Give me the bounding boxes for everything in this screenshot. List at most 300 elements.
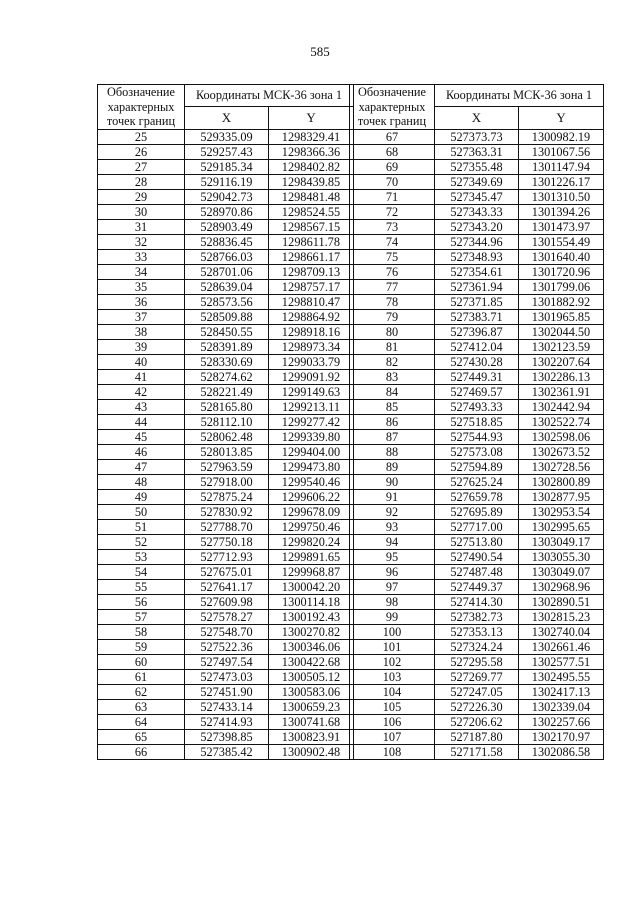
table-row: [350, 249, 604, 264]
table-row: [350, 639, 604, 654]
header-point-label: Обозначение характерных точек границ: [350, 85, 435, 130]
y-coordinate-cell: 1298402.82: [269, 159, 354, 174]
point-number-cell: 78: [350, 294, 435, 309]
x-coordinate-cell: 527594.89: [435, 459, 519, 474]
header-coords-title: Координаты МСК-36 зона 1: [185, 85, 354, 107]
y-coordinate-cell: 1298864.92: [269, 309, 354, 324]
y-coordinate-cell: 1301965.85: [519, 309, 604, 324]
y-coordinate-cell: 1302968.96: [519, 579, 604, 594]
point-number-cell: 98: [350, 594, 435, 609]
point-number-cell: 85: [350, 399, 435, 414]
x-coordinate-cell: 527573.08: [435, 444, 519, 459]
point-number-cell: 100: [350, 624, 435, 639]
table-row: [98, 414, 354, 429]
y-coordinate-cell: 1301799.06: [519, 279, 604, 294]
point-number-cell: 103: [350, 669, 435, 684]
y-coordinate-cell: 1299540.46: [269, 474, 354, 489]
point-number-cell: 79: [350, 309, 435, 324]
x-coordinate-cell: 529116.19: [185, 174, 269, 189]
x-coordinate-cell: 527875.24: [185, 489, 269, 504]
table-row: [350, 744, 604, 759]
x-coordinate-cell: 527355.48: [435, 159, 519, 174]
table-row: [350, 609, 604, 624]
table-row: [350, 384, 604, 399]
y-coordinate-cell: 1302728.56: [519, 459, 604, 474]
table-row: [98, 699, 354, 714]
coordinates-table-right: [349, 84, 604, 760]
x-coordinate-cell: 529185.34: [185, 159, 269, 174]
point-number-cell: 105: [350, 699, 435, 714]
point-number-cell: 86: [350, 414, 435, 429]
table-row: [98, 564, 354, 579]
table-row: [350, 189, 604, 204]
y-coordinate-cell: 1301310.50: [519, 189, 604, 204]
y-coordinate-cell: 1301473.97: [519, 219, 604, 234]
y-coordinate-cell: 1300042.20: [269, 579, 354, 594]
x-coordinate-cell: 527396.87: [435, 324, 519, 339]
y-coordinate-cell: 1303055.30: [519, 549, 604, 564]
point-number-cell: 42: [98, 384, 185, 399]
y-coordinate-cell: 1301147.94: [519, 159, 604, 174]
table-row: [98, 594, 354, 609]
y-coordinate-cell: 1299678.09: [269, 504, 354, 519]
x-coordinate-cell: 527398.85: [185, 729, 269, 744]
point-number-cell: 60: [98, 654, 185, 669]
point-number-cell: 91: [350, 489, 435, 504]
point-number-cell: 83: [350, 369, 435, 384]
point-number-cell: 54: [98, 564, 185, 579]
x-coordinate-cell: 527343.20: [435, 219, 519, 234]
x-coordinate-cell: 528112.10: [185, 414, 269, 429]
y-coordinate-cell: 1300583.06: [269, 684, 354, 699]
table-row: [350, 594, 604, 609]
table-row: [98, 669, 354, 684]
table-row: [98, 144, 354, 159]
y-coordinate-cell: 1301067.56: [519, 144, 604, 159]
point-number-cell: 59: [98, 639, 185, 654]
table-row: [98, 309, 354, 324]
table-row: [98, 459, 354, 474]
x-coordinate-cell: 527473.03: [185, 669, 269, 684]
point-number-cell: 33: [98, 249, 185, 264]
table-row: [98, 579, 354, 594]
x-coordinate-cell: 527493.33: [435, 399, 519, 414]
point-number-cell: 75: [350, 249, 435, 264]
point-number-cell: 26: [98, 144, 185, 159]
point-number-cell: 106: [350, 714, 435, 729]
table-row: [98, 369, 354, 384]
table-row: [350, 519, 604, 534]
y-coordinate-cell: 1303049.07: [519, 564, 604, 579]
x-coordinate-cell: 527675.01: [185, 564, 269, 579]
point-number-cell: 84: [350, 384, 435, 399]
x-coordinate-cell: 527490.54: [435, 549, 519, 564]
y-coordinate-cell: 1302495.55: [519, 669, 604, 684]
point-number-cell: 104: [350, 684, 435, 699]
table-row: [98, 549, 354, 564]
y-coordinate-cell: 1300192.43: [269, 609, 354, 624]
table-row: [350, 279, 604, 294]
table-row: [98, 324, 354, 339]
y-coordinate-cell: 1300902.48: [269, 744, 354, 759]
table-row: [350, 264, 604, 279]
y-coordinate-cell: 1299820.24: [269, 534, 354, 549]
table-row: [350, 489, 604, 504]
y-coordinate-cell: 1299339.80: [269, 429, 354, 444]
y-coordinate-cell: 1298439.85: [269, 174, 354, 189]
table-row: [98, 174, 354, 189]
table-row: [98, 219, 354, 234]
table-row: [350, 624, 604, 639]
x-coordinate-cell: 527830.92: [185, 504, 269, 519]
point-number-cell: 63: [98, 699, 185, 714]
point-number-cell: 34: [98, 264, 185, 279]
table-row: [98, 399, 354, 414]
x-coordinate-cell: 528391.89: [185, 339, 269, 354]
y-coordinate-cell: 1302207.64: [519, 354, 604, 369]
y-coordinate-cell: 1301394.26: [519, 204, 604, 219]
x-coordinate-cell: 527497.54: [185, 654, 269, 669]
table-row: [98, 129, 354, 144]
table-row: [350, 429, 604, 444]
table-row: [98, 159, 354, 174]
table-row: [350, 234, 604, 249]
table-row: [98, 489, 354, 504]
table-row: [350, 534, 604, 549]
x-coordinate-cell: 527548.70: [185, 624, 269, 639]
y-coordinate-cell: 1301226.17: [519, 174, 604, 189]
point-number-cell: 94: [350, 534, 435, 549]
y-coordinate-cell: 1298481.48: [269, 189, 354, 204]
header-x: X: [435, 107, 519, 129]
x-coordinate-cell: 527433.14: [185, 699, 269, 714]
point-number-cell: 25: [98, 129, 185, 144]
x-coordinate-cell: 527522.36: [185, 639, 269, 654]
point-number-cell: 102: [350, 654, 435, 669]
point-number-cell: 77: [350, 279, 435, 294]
y-coordinate-cell: 1300982.19: [519, 129, 604, 144]
point-number-cell: 35: [98, 279, 185, 294]
table-body-right: [350, 129, 604, 759]
table-row: [98, 504, 354, 519]
x-coordinate-cell: 527414.30: [435, 594, 519, 609]
x-coordinate-cell: 527206.62: [435, 714, 519, 729]
table-row: [98, 684, 354, 699]
point-number-cell: 69: [350, 159, 435, 174]
y-coordinate-cell: 1299473.80: [269, 459, 354, 474]
point-number-cell: 40: [98, 354, 185, 369]
table-row: [98, 654, 354, 669]
y-coordinate-cell: 1298757.17: [269, 279, 354, 294]
x-coordinate-cell: 527383.71: [435, 309, 519, 324]
point-number-cell: 58: [98, 624, 185, 639]
table-row: [98, 729, 354, 744]
y-coordinate-cell: 1299968.87: [269, 564, 354, 579]
x-coordinate-cell: 528766.03: [185, 249, 269, 264]
point-number-cell: 73: [350, 219, 435, 234]
point-number-cell: 61: [98, 669, 185, 684]
x-coordinate-cell: 527918.00: [185, 474, 269, 489]
point-number-cell: 55: [98, 579, 185, 594]
y-coordinate-cell: 1298973.34: [269, 339, 354, 354]
point-number-cell: 48: [98, 474, 185, 489]
y-coordinate-cell: 1299750.46: [269, 519, 354, 534]
coordinates-table-left: [97, 84, 354, 760]
y-coordinate-cell: 1302740.04: [519, 624, 604, 639]
x-coordinate-cell: 527349.69: [435, 174, 519, 189]
header-y: Y: [269, 107, 354, 129]
point-number-cell: 70: [350, 174, 435, 189]
x-coordinate-cell: 527430.28: [435, 354, 519, 369]
x-coordinate-cell: 527247.05: [435, 684, 519, 699]
y-coordinate-cell: 1299277.42: [269, 414, 354, 429]
point-number-cell: 72: [350, 204, 435, 219]
point-number-cell: 87: [350, 429, 435, 444]
table-row: [98, 294, 354, 309]
point-number-cell: 28: [98, 174, 185, 189]
x-coordinate-cell: 527641.17: [185, 579, 269, 594]
x-coordinate-cell: 527371.85: [435, 294, 519, 309]
table-row: [350, 324, 604, 339]
x-coordinate-cell: 528836.45: [185, 234, 269, 249]
y-coordinate-cell: 1298366.36: [269, 144, 354, 159]
x-coordinate-cell: 527354.61: [435, 264, 519, 279]
y-coordinate-cell: 1302953.54: [519, 504, 604, 519]
y-coordinate-cell: 1299033.79: [269, 354, 354, 369]
y-coordinate-cell: 1302339.04: [519, 699, 604, 714]
table-row: [98, 264, 354, 279]
y-coordinate-cell: 1302577.51: [519, 654, 604, 669]
y-coordinate-cell: 1302522.74: [519, 414, 604, 429]
point-number-cell: 92: [350, 504, 435, 519]
y-coordinate-cell: 1302995.65: [519, 519, 604, 534]
x-coordinate-cell: 528221.49: [185, 384, 269, 399]
point-number-cell: 36: [98, 294, 185, 309]
x-coordinate-cell: 527712.93: [185, 549, 269, 564]
y-coordinate-cell: 1300505.12: [269, 669, 354, 684]
x-coordinate-cell: 527487.48: [435, 564, 519, 579]
table-row: [350, 144, 604, 159]
x-coordinate-cell: 527788.70: [185, 519, 269, 534]
y-coordinate-cell: 1301720.96: [519, 264, 604, 279]
point-number-cell: 66: [98, 744, 185, 759]
y-coordinate-cell: 1302598.06: [519, 429, 604, 444]
table-row: [350, 414, 604, 429]
table-row: [98, 609, 354, 624]
y-coordinate-cell: 1301640.40: [519, 249, 604, 264]
y-coordinate-cell: 1299891.65: [269, 549, 354, 564]
y-coordinate-cell: 1299149.63: [269, 384, 354, 399]
table-row: [350, 564, 604, 579]
x-coordinate-cell: 527226.30: [435, 699, 519, 714]
y-coordinate-cell: 1302417.13: [519, 684, 604, 699]
table-row: [98, 714, 354, 729]
y-coordinate-cell: 1298524.55: [269, 204, 354, 219]
table-row: [350, 579, 604, 594]
table-row: [350, 714, 604, 729]
point-number-cell: 65: [98, 729, 185, 744]
table-row: [98, 624, 354, 639]
y-coordinate-cell: 1302673.52: [519, 444, 604, 459]
y-coordinate-cell: 1299213.11: [269, 399, 354, 414]
y-coordinate-cell: 1302890.51: [519, 594, 604, 609]
point-number-cell: 38: [98, 324, 185, 339]
y-coordinate-cell: 1302044.50: [519, 324, 604, 339]
y-coordinate-cell: 1302442.94: [519, 399, 604, 414]
table-row: [98, 444, 354, 459]
page-number: 585: [310, 44, 330, 59]
x-coordinate-cell: 529335.09: [185, 129, 269, 144]
y-coordinate-cell: 1298567.15: [269, 219, 354, 234]
y-coordinate-cell: 1302286.13: [519, 369, 604, 384]
table-row: [98, 249, 354, 264]
table-row: [98, 384, 354, 399]
table-row: [350, 699, 604, 714]
y-coordinate-cell: 1298810.47: [269, 294, 354, 309]
y-coordinate-cell: 1300659.23: [269, 699, 354, 714]
y-coordinate-cell: 1300823.91: [269, 729, 354, 744]
point-number-cell: 52: [98, 534, 185, 549]
x-coordinate-cell: 527353.13: [435, 624, 519, 639]
y-coordinate-cell: 1299404.00: [269, 444, 354, 459]
table-row: [98, 189, 354, 204]
x-coordinate-cell: 527269.77: [435, 669, 519, 684]
table-row: [350, 654, 604, 669]
table-row: [350, 354, 604, 369]
table-row: [350, 399, 604, 414]
table-row: [98, 339, 354, 354]
point-number-cell: 39: [98, 339, 185, 354]
table-row: [350, 129, 604, 144]
point-number-cell: 43: [98, 399, 185, 414]
x-coordinate-cell: 527295.58: [435, 654, 519, 669]
x-coordinate-cell: 527187.80: [435, 729, 519, 744]
table-row: [350, 474, 604, 489]
y-coordinate-cell: 1299606.22: [269, 489, 354, 504]
point-number-cell: 27: [98, 159, 185, 174]
y-coordinate-cell: 1302086.58: [519, 744, 604, 759]
point-number-cell: 57: [98, 609, 185, 624]
x-coordinate-cell: 527343.33: [435, 204, 519, 219]
x-coordinate-cell: 527171.58: [435, 744, 519, 759]
table-row: [350, 204, 604, 219]
x-coordinate-cell: 527578.27: [185, 609, 269, 624]
point-number-cell: 101: [350, 639, 435, 654]
table-row: [350, 219, 604, 234]
y-coordinate-cell: 1298611.78: [269, 234, 354, 249]
point-number-cell: 37: [98, 309, 185, 324]
y-coordinate-cell: 1302170.97: [519, 729, 604, 744]
y-coordinate-cell: 1301554.49: [519, 234, 604, 249]
point-number-cell: 53: [98, 549, 185, 564]
point-number-cell: 62: [98, 684, 185, 699]
y-coordinate-cell: 1300114.18: [269, 594, 354, 609]
table-row: [98, 354, 354, 369]
x-coordinate-cell: 527414.93: [185, 714, 269, 729]
y-coordinate-cell: 1300741.68: [269, 714, 354, 729]
point-number-cell: 46: [98, 444, 185, 459]
table-row: [98, 204, 354, 219]
x-coordinate-cell: 527625.24: [435, 474, 519, 489]
table-row: [98, 234, 354, 249]
header-y: Y: [519, 107, 604, 129]
y-coordinate-cell: 1302361.91: [519, 384, 604, 399]
table-row: [350, 159, 604, 174]
x-coordinate-cell: 528701.06: [185, 264, 269, 279]
x-coordinate-cell: 527659.78: [435, 489, 519, 504]
x-coordinate-cell: 527348.93: [435, 249, 519, 264]
point-number-cell: 88: [350, 444, 435, 459]
y-coordinate-cell: 1302257.66: [519, 714, 604, 729]
point-number-cell: 89: [350, 459, 435, 474]
point-number-cell: 50: [98, 504, 185, 519]
x-coordinate-cell: 528450.55: [185, 324, 269, 339]
table-row: [350, 504, 604, 519]
point-number-cell: 41: [98, 369, 185, 384]
point-number-cell: 68: [350, 144, 435, 159]
table-row: [98, 519, 354, 534]
table-row: [350, 729, 604, 744]
x-coordinate-cell: 527344.96: [435, 234, 519, 249]
point-number-cell: 71: [350, 189, 435, 204]
table-row: [350, 444, 604, 459]
x-coordinate-cell: 527963.59: [185, 459, 269, 474]
x-coordinate-cell: 529257.43: [185, 144, 269, 159]
table-row: [98, 639, 354, 654]
table-row: [350, 459, 604, 474]
x-coordinate-cell: 528330.69: [185, 354, 269, 369]
point-number-cell: 67: [350, 129, 435, 144]
x-coordinate-cell: 528013.85: [185, 444, 269, 459]
point-number-cell: 96: [350, 564, 435, 579]
header-x: X: [185, 107, 269, 129]
point-number-cell: 45: [98, 429, 185, 444]
x-coordinate-cell: 527695.89: [435, 504, 519, 519]
x-coordinate-cell: 527518.85: [435, 414, 519, 429]
point-number-cell: 108: [350, 744, 435, 759]
header-point-label: Обозначение характерных точек границ: [98, 85, 185, 130]
point-number-cell: 32: [98, 234, 185, 249]
x-coordinate-cell: 528573.56: [185, 294, 269, 309]
point-number-cell: 80: [350, 324, 435, 339]
x-coordinate-cell: 527609.98: [185, 594, 269, 609]
table-row: [350, 174, 604, 189]
x-coordinate-cell: 528639.04: [185, 279, 269, 294]
x-coordinate-cell: 527373.73: [435, 129, 519, 144]
x-coordinate-cell: 527451.90: [185, 684, 269, 699]
point-number-cell: 90: [350, 474, 435, 489]
x-coordinate-cell: 527324.24: [435, 639, 519, 654]
y-coordinate-cell: 1298709.13: [269, 264, 354, 279]
table-row: [350, 669, 604, 684]
point-number-cell: 95: [350, 549, 435, 564]
y-coordinate-cell: 1298329.41: [269, 129, 354, 144]
y-coordinate-cell: 1298918.16: [269, 324, 354, 339]
table-row: [98, 534, 354, 549]
point-number-cell: 99: [350, 609, 435, 624]
x-coordinate-cell: 527382.73: [435, 609, 519, 624]
point-number-cell: 74: [350, 234, 435, 249]
table-row: [98, 429, 354, 444]
y-coordinate-cell: 1300270.82: [269, 624, 354, 639]
point-number-cell: 29: [98, 189, 185, 204]
x-coordinate-cell: 527449.37: [435, 579, 519, 594]
y-coordinate-cell: 1302661.46: [519, 639, 604, 654]
y-coordinate-cell: 1299091.92: [269, 369, 354, 384]
x-coordinate-cell: 527750.18: [185, 534, 269, 549]
point-number-cell: 107: [350, 729, 435, 744]
x-coordinate-cell: 528903.49: [185, 219, 269, 234]
